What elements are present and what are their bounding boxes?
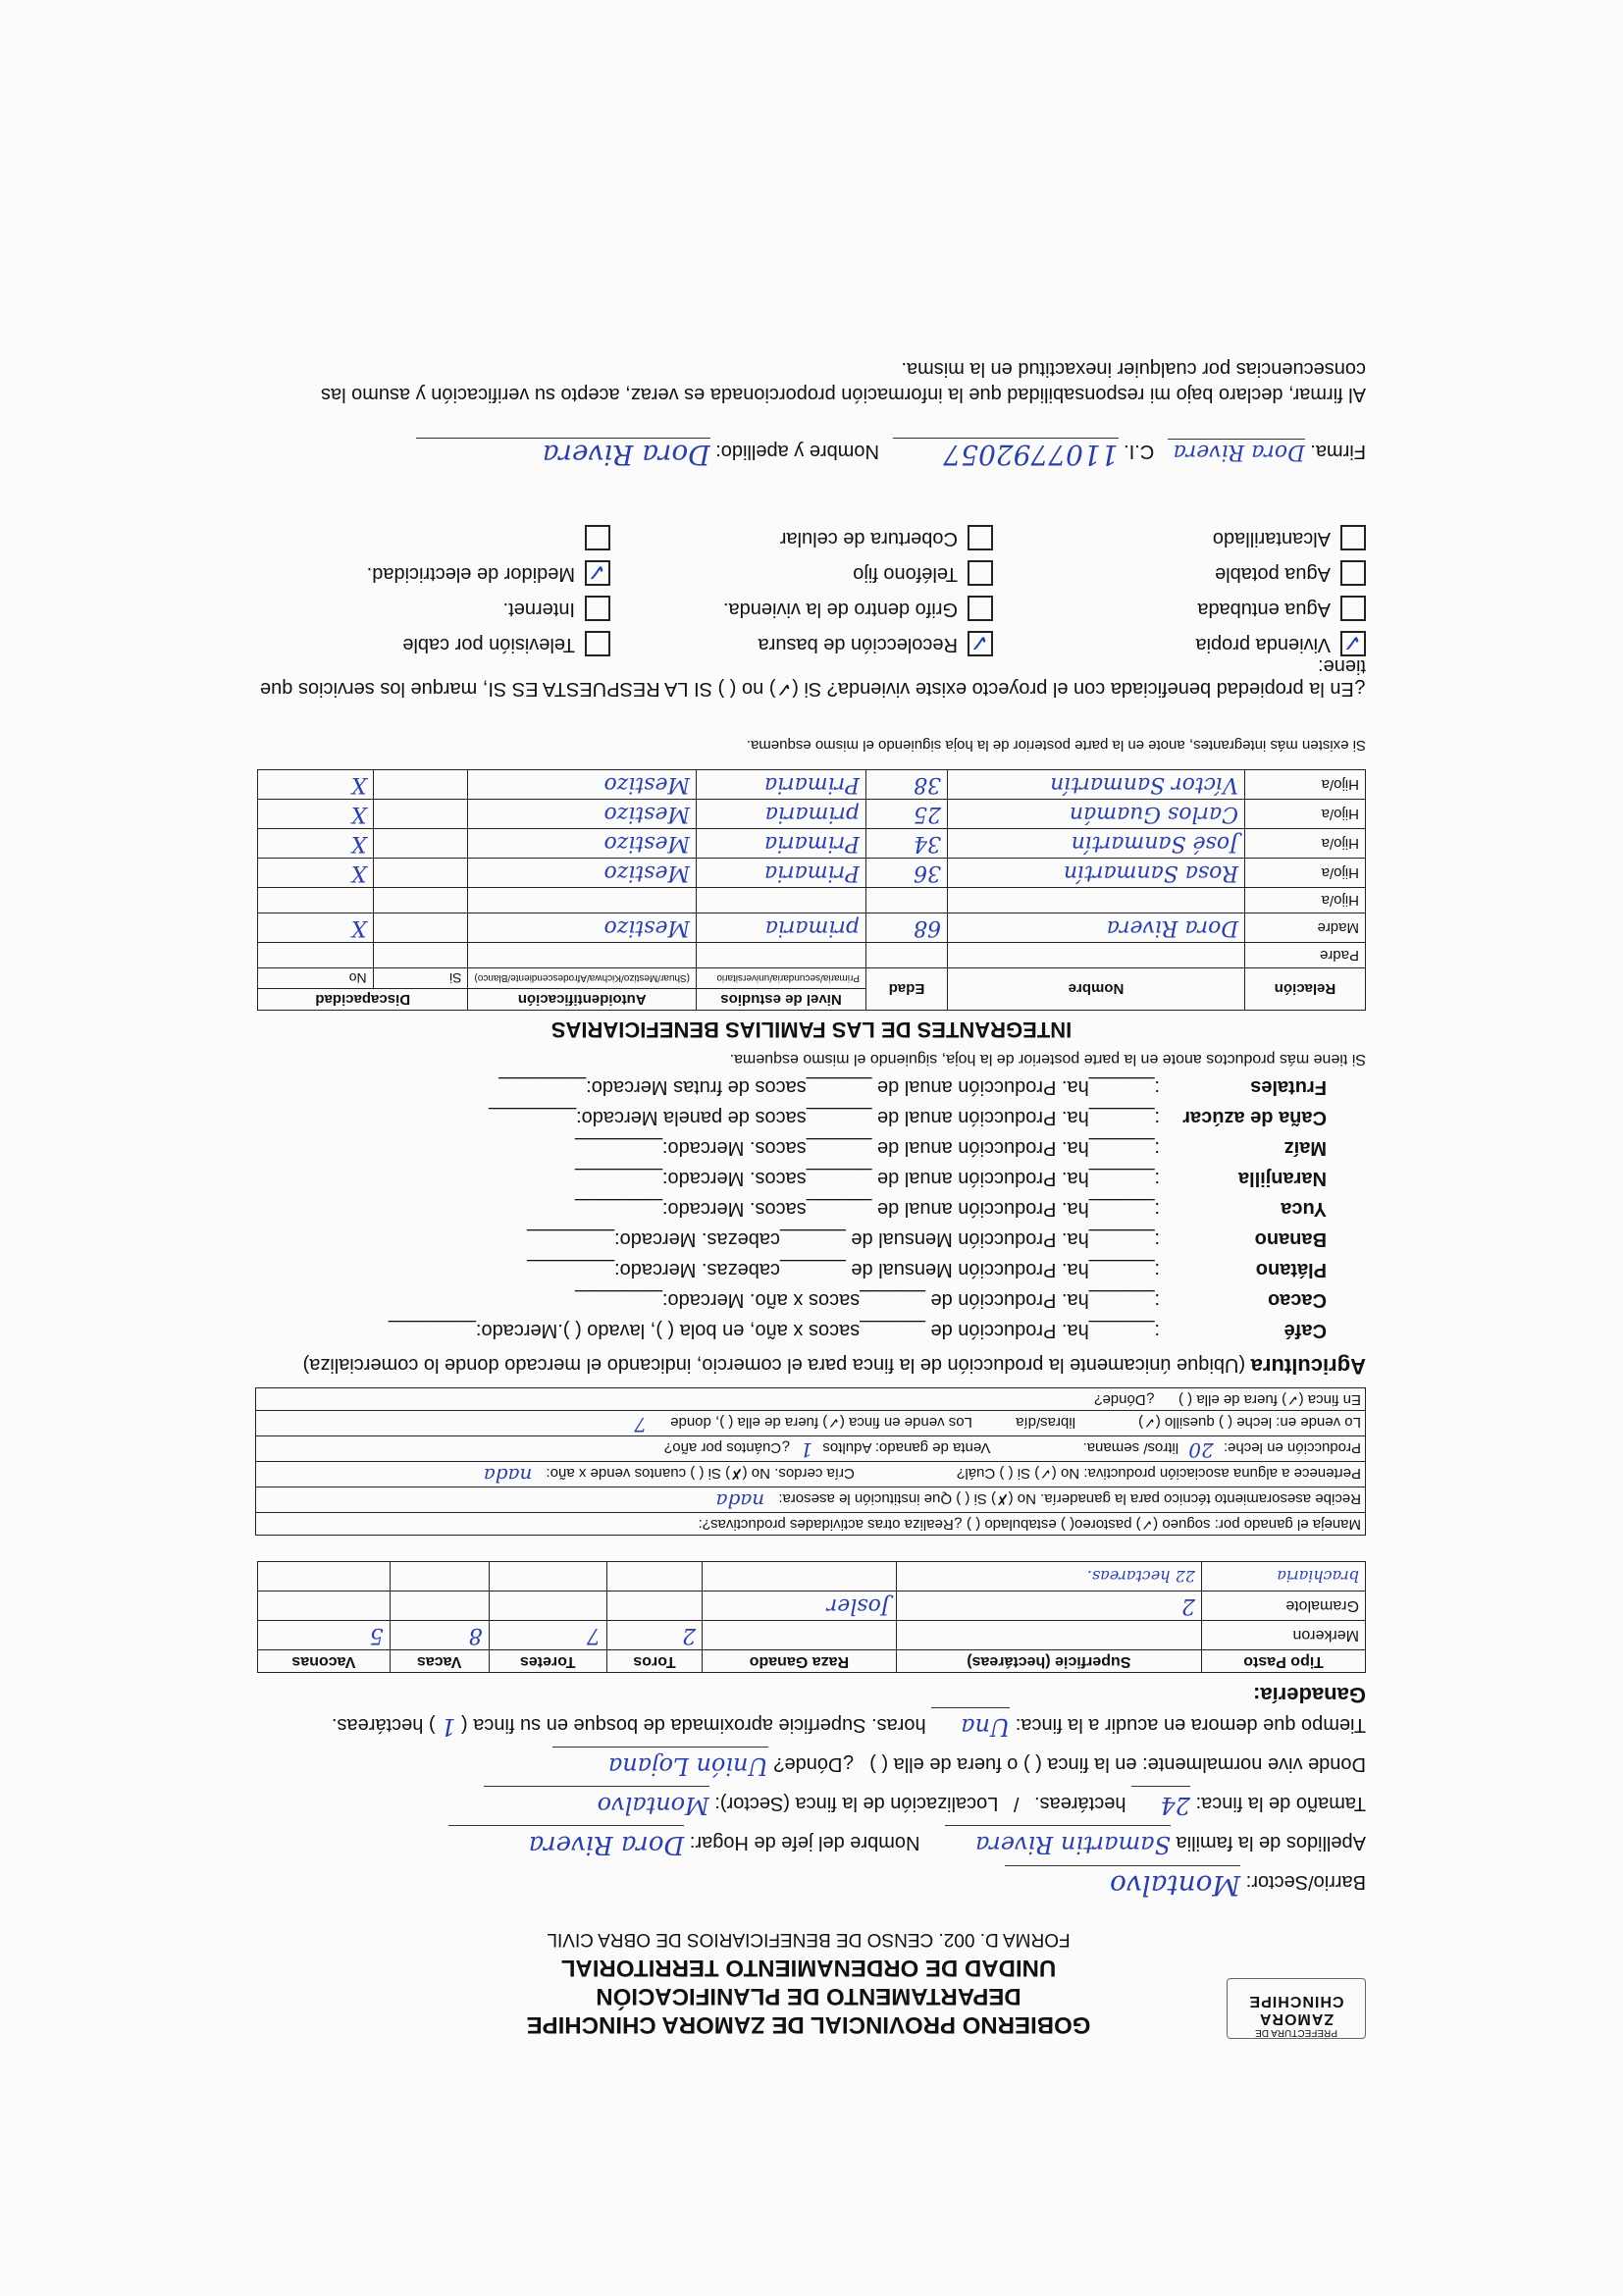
jefe-label: Nombre del jefe de Hogar:: [689, 1832, 920, 1853]
logo: [1227, 1978, 1366, 2039]
table-cell: Mestizo: [468, 829, 697, 859]
checkbox[interactable]: [1340, 525, 1366, 550]
leche-row: [256, 1435, 1365, 1461]
cerdos-text: Cría cerdos. No (✗) Si ( ) cuantos vende x año:: [546, 1465, 855, 1482]
crop-name: Naranjilla: [1237, 1168, 1327, 1189]
table-cell: Mestizo: [468, 800, 697, 829]
table-row: [258, 1592, 1366, 1621]
crop-text: :______ha. Producción anual de ______sacos. Mercado:________: [574, 1137, 1160, 1159]
table-cell: Primaria: [697, 829, 866, 859]
table-cell: X: [258, 913, 374, 943]
leche-label: Producción en leche:: [1223, 1439, 1361, 1456]
table-row: [258, 859, 1366, 888]
table-cell: [390, 1562, 489, 1592]
table-cell: 22 hectareas.: [896, 1562, 1201, 1592]
ganaderia-header: Vacas: [390, 1650, 489, 1673]
header-block: [416, 1925, 1201, 2039]
table-cell: X: [258, 829, 374, 859]
signature: Dora Rivera: [1168, 439, 1305, 464]
barrio-value: Montalvo: [1005, 1865, 1240, 1904]
table-cell: [373, 800, 468, 829]
table-cell: 2: [896, 1592, 1201, 1621]
table-cell: [703, 1621, 897, 1650]
checkbox[interactable]: [968, 596, 993, 621]
servicio-label: Televisión por cable: [402, 634, 575, 655]
agricultura-subtitle: (Ubique únicamente la producción de la finca para el comercio, indicando el mercado donde lo comercializa): [302, 1354, 1246, 1376]
lo-vende-value: 7: [634, 1413, 647, 1436]
table-cell: [373, 770, 468, 800]
apellidos-label: Apellidos de la familia: [1176, 1832, 1366, 1853]
ganaderia-header: Toros: [606, 1650, 702, 1673]
table-cell: [373, 859, 468, 888]
ganaderia-details: [255, 1387, 1366, 1536]
table-cell: primaria: [697, 800, 866, 829]
table-cell: [896, 1621, 1201, 1650]
integrantes-header: Discapacidad: [258, 989, 468, 1011]
table-cell: Hijo/a: [1245, 770, 1366, 800]
table-row: [258, 913, 1366, 943]
manejo-row: [256, 1512, 1365, 1535]
list-item[interactable]: [247, 592, 610, 627]
servicio-label: Recolección de basura: [758, 634, 958, 655]
en-finca: En finca (✓) fuera de ella ( ): [1178, 1391, 1361, 1408]
list-item: [237, 1132, 1327, 1163]
ganaderia-header: Vaconas: [258, 1650, 391, 1673]
servicio-label: Vivienda propia: [1195, 634, 1331, 655]
table-row: [258, 1562, 1366, 1592]
list-item[interactable]: [610, 556, 993, 592]
table-row: [258, 943, 1366, 968]
table-cell: [373, 913, 468, 943]
ci-value: 1107792057: [893, 438, 1119, 471]
crop-text: :______ha. Producción anual de ______sacos. Mercado:________: [574, 1198, 1160, 1220]
checkbox[interactable]: [968, 525, 993, 550]
checkbox[interactable]: [585, 525, 610, 550]
table-cell: [866, 943, 948, 968]
table-cell: 36: [866, 859, 948, 888]
servicio-label: Teléfono fijo: [853, 563, 958, 585]
list-item[interactable]: [993, 627, 1366, 662]
table-cell: [697, 943, 866, 968]
header-line3: UNIDAD DE ORDENAMIENTO TERRITORIAL: [560, 1955, 1057, 1981]
servicio-label: Alcantarillado: [1212, 528, 1331, 549]
nombre-label: Nombre y apellido:: [715, 441, 879, 462]
list-item[interactable]: [993, 592, 1366, 627]
tiempo-rest: horas. Superficie aproximada de bosque en su finca (: [461, 1714, 926, 1736]
crop-text: :______ha. Producción anual de ______sacos de frutas Mercado:________: [498, 1076, 1160, 1098]
list-item: [237, 1284, 1327, 1315]
general-info: [237, 1706, 1366, 1904]
cuantos-label: ¿Cuántos por año?: [663, 1439, 791, 1456]
table-cell: 68: [866, 913, 948, 943]
localizacion-value: Montalvo: [484, 1786, 709, 1824]
crop-name: Yuca: [1281, 1198, 1327, 1220]
table-row: [258, 829, 1366, 859]
servicio-label: Grifo dentro de la vivienda.: [722, 599, 958, 620]
servicio-label: Agua potable: [1215, 563, 1331, 585]
vive-label: Donde vive normalmente: en la finca ( ) o fuera de ella ( ): [869, 1753, 1366, 1775]
table-cell: Mestizo: [468, 770, 697, 800]
logo-small: PREFECTURA DE: [1255, 2027, 1337, 2038]
table-cell: Padre: [1245, 943, 1366, 968]
tamano-label: Tamaño de la finca:: [1195, 1793, 1366, 1814]
table-cell: [703, 1562, 897, 1592]
asesoramiento-row: [256, 1487, 1365, 1512]
integrantes-subheader: Primaria/secundaria/universitario: [697, 968, 866, 989]
crop-text: :______ha. Producción de ______sacos x año, en bola ( ), lavado ( ).Mercado:________: [388, 1320, 1160, 1341]
vende-leche: Lo vende en: leche ( ) quesillo (✓): [1138, 1414, 1361, 1431]
crop-name: Maíz: [1283, 1137, 1327, 1159]
integrantes-header: Autoidentificación: [468, 989, 697, 1011]
declaracion: Al firmar, declaro bajo mi responsabilidad que la información proporcionada es veraz, acepto su verificación y asumo las consecuencias por cualquier inexactitud en la misma.: [321, 358, 1366, 405]
table-cell: 2: [606, 1621, 702, 1650]
integrantes-header: Relación: [1245, 968, 1366, 1011]
nombre-value: Dora Rivera: [416, 438, 710, 471]
checkbox[interactable]: [585, 560, 610, 586]
localizacion-label: Localización de la finca (Sector):: [714, 1793, 999, 1814]
agricultura-list: [237, 1071, 1366, 1345]
table-cell: primaria: [697, 913, 866, 943]
integrantes-header: Nombre: [948, 968, 1245, 1011]
integrantes-subheader: Si: [373, 968, 468, 989]
table-cell: [489, 1592, 606, 1621]
table-cell: [948, 943, 1245, 968]
crop-text: :______ha. Producción Mensual de ______cabezas. Mercado:________: [527, 1228, 1160, 1250]
table-cell: [606, 1562, 702, 1592]
agricultura-section: [237, 1050, 1366, 1379]
table-cell: 7: [489, 1621, 606, 1650]
table-cell: Hijo/a: [1245, 859, 1366, 888]
table-cell: Josler: [703, 1592, 897, 1621]
integrantes-subheader: (Shuar/Mestizo/Kichwa/Afrodescendiente/Blanco): [468, 968, 697, 989]
apellidos-row: [237, 1824, 1366, 1863]
integrantes-header: Nivel de estudios: [697, 989, 866, 1011]
tamano-value: 24: [1131, 1786, 1190, 1824]
donde-value: Unión Lojana: [552, 1747, 768, 1785]
table-cell: [373, 888, 468, 913]
venta-label: Venta de ganado: Adultos: [822, 1439, 991, 1456]
table-cell: Merkeron: [1202, 1621, 1366, 1650]
cerdos-value: nada: [483, 1464, 533, 1487]
integrantes-header-row: [258, 989, 1366, 1011]
servicios-grid: [237, 521, 1366, 662]
servicio-label: Internet.: [502, 599, 575, 620]
table-cell: Hijo/a: [1245, 800, 1366, 829]
list-item: [237, 1163, 1327, 1193]
servicios-col3: [247, 521, 610, 662]
servicios-col2: [610, 521, 993, 662]
list-item: [237, 1193, 1327, 1224]
table-cell: Mestizo: [468, 859, 697, 888]
table-cell: [468, 943, 697, 968]
crop-text: :______ha. Producción Mensual de ______cabezas. Mercado:________: [527, 1259, 1160, 1280]
header-line4: FORMA D. 002. CENSO DE BENEFICIARIOS DE OBRA CIVIL: [547, 1929, 1071, 1950]
servicio-label: Medidor de electricidad.: [366, 563, 575, 585]
table-row: [258, 770, 1366, 800]
table-cell: Carlos Guamán: [948, 800, 1245, 829]
en-finca-row: [256, 1388, 1365, 1410]
integrantes-subheader: No: [258, 968, 374, 989]
table-cell: [258, 1562, 391, 1592]
barrio-label: Barrio/Sector:: [1245, 1871, 1366, 1893]
checkbox[interactable]: [968, 560, 993, 586]
table-cell: 25: [866, 800, 948, 829]
table-cell: [468, 888, 697, 913]
table-cell: X: [258, 770, 374, 800]
crop-text: :______ha. Producción anual de ______sacos. Mercado:________: [574, 1168, 1160, 1189]
table-cell: X: [258, 859, 374, 888]
table-cell: [489, 1562, 606, 1592]
crop-name: Frutales: [1250, 1076, 1327, 1098]
tiempo-row: [237, 1706, 1366, 1746]
table-cell: [606, 1592, 702, 1621]
table-row: [258, 800, 1366, 829]
tamano-unit: hectáreas.: [1034, 1793, 1126, 1814]
crop-name: Cacao: [1267, 1289, 1327, 1311]
list-item[interactable]: [610, 521, 993, 556]
table-cell: [258, 943, 374, 968]
integrantes-title: INTEGRANTES DE LAS FAMILIAS BENEFICIARIAS: [550, 1018, 1073, 1042]
crop-name: Plátano: [1255, 1259, 1327, 1280]
table-cell: Mestizo: [468, 913, 697, 943]
list-item[interactable]: [247, 521, 610, 556]
table-cell: Dora Rivera: [948, 913, 1245, 943]
lo-vende: Los vende en finca (✓) fuera de ella ( ), donde: [670, 1414, 972, 1431]
ganaderia-table: [257, 1561, 1366, 1673]
header-line2: DEPARTAMENTO DE PLANIFICACIÓN: [596, 1983, 1021, 2009]
table-cell: [866, 888, 948, 913]
table-cell: Primaria: [697, 770, 866, 800]
ci-label: C.I.: [1124, 441, 1155, 462]
asesoramiento-text: Recibe asesoramiento técnico para la ganadería. No (✗) Si ( ) Que institución le asesora:: [778, 1490, 1361, 1507]
asociacion-text: Pertenece a alguna asociación productiva: No (✓) Si ( ) Cuál?: [957, 1465, 1361, 1482]
vive-row: [237, 1746, 1366, 1785]
table-cell: [373, 829, 468, 859]
donde-label: ¿Dónde?: [773, 1753, 855, 1775]
table-cell: [697, 888, 866, 913]
firma-row: [237, 438, 1366, 471]
table-cell: Primaria: [697, 859, 866, 888]
libras-label: libras/día: [1016, 1414, 1075, 1431]
barrio-row: [237, 1863, 1366, 1904]
ganaderia-header: Raza Ganado: [703, 1650, 897, 1673]
ganaderia-header-row: [258, 1650, 1366, 1673]
list-item: [237, 1224, 1327, 1254]
table-cell: Hijo/a: [1245, 888, 1366, 913]
agricultura-heading: [237, 1353, 1366, 1379]
table-cell: Hijo/a: [1245, 829, 1366, 859]
tiempo-label: Tiempo que demora en acudir a la finca:: [1015, 1714, 1366, 1736]
crop-name: Caña de azúcar: [1182, 1107, 1327, 1128]
asesoramiento-value: nada: [715, 1489, 765, 1513]
table-cell: [258, 1592, 391, 1621]
header-line1: GOBIERNO PROVINCIAL DE ZAMORA CHINCHIPE: [526, 2011, 1091, 2038]
list-item: [237, 1315, 1327, 1345]
table-cell: [948, 888, 1245, 913]
checkbox[interactable]: [1340, 560, 1366, 586]
agricultura-note: Si tiene más productos anote en la parte posterior de la hoja, siguiendo el mismo esquema.: [729, 1051, 1366, 1068]
checkbox[interactable]: [1340, 631, 1366, 656]
integrantes-table: [257, 769, 1366, 1011]
venta-value: 1: [800, 1438, 813, 1462]
servicio-label: Agua entubada: [1197, 599, 1331, 620]
ganaderia-header: Superficie (hectáreas): [896, 1650, 1201, 1673]
table-cell: 38: [866, 770, 948, 800]
asociacion-row: [256, 1461, 1365, 1487]
manejo-text: Maneja el ganado por: sogueo (✓) pastoreo( ) estabulado ( ) ¿Realiza otras actividades productivas?:: [698, 1516, 1361, 1533]
crop-name: Café: [1283, 1320, 1327, 1341]
list-item[interactable]: [993, 556, 1366, 592]
donde-ganado: ¿Dónde?: [1094, 1391, 1155, 1408]
table-cell: Madre: [1245, 913, 1366, 943]
jefe-value: Dora Rivera: [448, 1825, 684, 1863]
leche-unit: litros/ semana.: [1082, 1439, 1179, 1456]
table-cell: [373, 943, 468, 968]
table-row: [258, 888, 1366, 913]
ganaderia-title: Ganadería:: [1253, 1683, 1366, 1707]
list-item[interactable]: [610, 592, 993, 627]
bosque-value: 1: [441, 1713, 456, 1741]
servicios-question: ¿En la propiedad beneficiada con el proyecto existe vivienda? Si (✓) no ( ) SI LA RESPUESTA ES SI, marque los servicios que tiene:: [260, 655, 1366, 700]
agricultura-title: Agricultura: [1250, 1354, 1366, 1379]
servicio-label: Cobertura de celular: [779, 528, 958, 549]
list-item[interactable]: [247, 556, 610, 592]
tiempo-value: Una: [931, 1707, 1010, 1746]
table-cell: brachiaria: [1202, 1562, 1366, 1592]
checkbox[interactable]: [1340, 596, 1366, 621]
crop-text: :______ha. Producción de ______sacos x año. Mercado:________: [574, 1289, 1160, 1311]
crop-text: :______ha. Producción anual de ______sacos de panela Mercado:________: [489, 1107, 1160, 1128]
list-item: [237, 1254, 1327, 1284]
table-cell: 8: [390, 1621, 489, 1650]
table-cell: [390, 1592, 489, 1621]
firma-label: Firma.: [1310, 441, 1366, 462]
table-cell: Gramalote: [1202, 1592, 1366, 1621]
vende-row: [256, 1410, 1365, 1435]
list-item: [237, 1102, 1327, 1132]
list-item: [237, 1071, 1327, 1102]
table-cell: X: [258, 800, 374, 829]
leche-value: 20: [1188, 1438, 1214, 1462]
table-cell: 34: [866, 829, 948, 859]
list-item[interactable]: [993, 521, 1366, 556]
table-cell: [258, 888, 374, 913]
table-cell: Víctor Sanmartín: [948, 770, 1245, 800]
checkbox[interactable]: [585, 631, 610, 656]
checkbox[interactable]: [968, 631, 993, 656]
crop-name: Banano: [1254, 1228, 1327, 1250]
table-row: [258, 1621, 1366, 1650]
table-cell: 5: [258, 1621, 391, 1650]
list-item[interactable]: [610, 627, 993, 662]
list-item[interactable]: [247, 627, 610, 662]
integrantes-header: Edad: [866, 968, 948, 1011]
table-cell: José Sanmartín: [948, 829, 1245, 859]
checkbox[interactable]: [585, 596, 610, 621]
servicios-col1: [993, 521, 1366, 662]
integrantes-note: Si existen más integrantes, anote en la parte posterior de la hoja siguiendo el mismo esquema.: [746, 737, 1366, 754]
tamano-row: Tamaño de la finca: 24 hectáreas. / Localización de la finca (Sector): Montalvo: [237, 1785, 1366, 1824]
ganaderia-header: Toretes: [489, 1650, 606, 1673]
bosque-unit: ) hectáreas.: [331, 1714, 436, 1736]
logo-text: ZAMORA CHINCHIPE: [1248, 1993, 1344, 2027]
apellidos-value: Samartin Rivera: [945, 1825, 1171, 1863]
table-cell: Rosa Sanmartín: [948, 859, 1245, 888]
ganaderia-header: Tipo Pasto: [1202, 1650, 1366, 1673]
